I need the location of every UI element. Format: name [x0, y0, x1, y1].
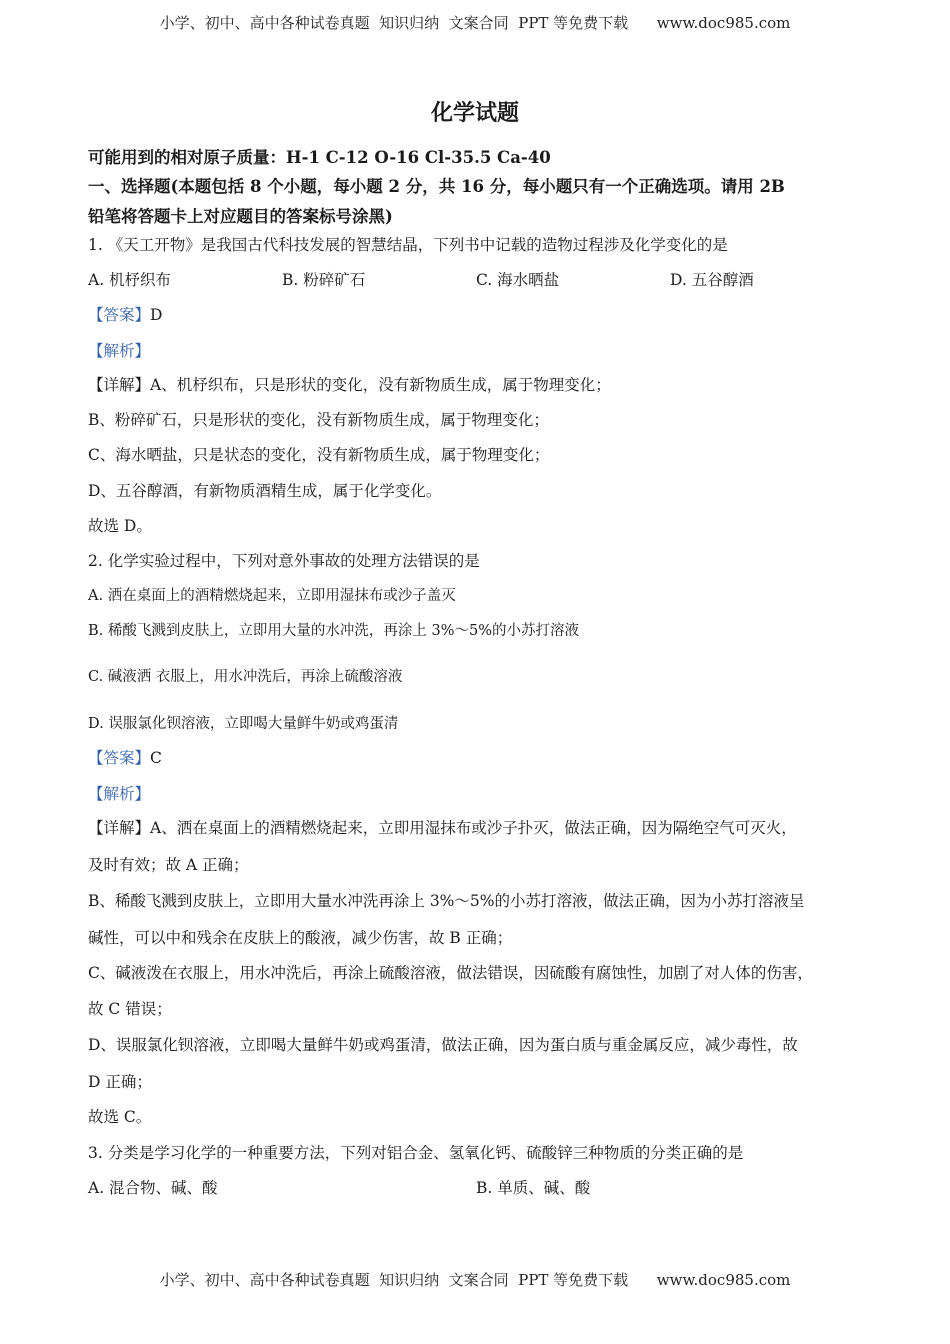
- q1-detail-a: A、机杼织布，只是形状的变化，没有新物质生成，属于物理变化；: [150, 376, 611, 394]
- q1-option-d: D. 五谷醇酒: [670, 271, 754, 289]
- q2-conclusion: 故选 C。: [88, 1108, 152, 1126]
- q2-stem: 2. 化学实验过程中，下列对意外事故的处理方法错误的是: [88, 552, 480, 570]
- q1-option-b: B. 粉碎矿石: [282, 271, 366, 289]
- q2-detail-d1: D、误服氯化钡溶液，立即喝大量鲜牛奶或鸡蛋清，做法正确，因为蛋白质与重金属反应，减少毒性，故: [88, 1036, 798, 1054]
- q1-detail-d: D、五谷醇酒，有新物质酒精生成，属于化学变化。: [88, 482, 442, 500]
- section-heading-line2: 铅笔将答题卡上对应题目的答案标号涂黑): [88, 207, 393, 226]
- q2-detail-b2: 碱性，可以中和残余在皮肤上的酸液，减少伤害，故 B 正确；: [88, 929, 513, 947]
- q3-stem: 3. 分类是学习化学的一种重要方法，下列对铝合金、氢氧化钙、硫酸锌三种物质的分类正确的是: [88, 1144, 744, 1162]
- q2-detail-d2: D 正确；: [88, 1073, 152, 1091]
- q3-option-a: A. 混合物、碱、酸: [88, 1179, 218, 1197]
- q2-detail-a2: 及时有效；故 A 正确；: [88, 856, 249, 874]
- q2-option-a: A. 洒在桌面上的酒精燃烧起来，立即用湿抹布或沙子盖灭: [88, 588, 456, 604]
- q2-option-c: C. 碱液洒 衣服上，用水冲洗后，再涂上硫酸溶液: [88, 669, 403, 685]
- q2-detail-c2: 故 C 错误；: [88, 1000, 172, 1018]
- q1-answer-line: [88, 303, 162, 325]
- q1-stem: 1. 《天工开物》是我国古代科技发展的智慧结晶，下列书中记载的造物过程涉及化学变化的是: [88, 236, 728, 254]
- q2-analysis-tag: 【解析】: [88, 785, 151, 803]
- q1-conclusion: 故选 D。: [88, 517, 152, 535]
- detail-tag: 【详解】: [88, 376, 151, 394]
- q2-answer: C: [150, 749, 162, 767]
- q1-analysis-tag: 【解析】: [88, 342, 151, 360]
- answer-tag: 【答案】: [88, 749, 151, 767]
- q1-answer: D: [150, 306, 163, 324]
- section-heading-line1: 一、选择题(本题包括 8 个小题，每小题 2 分，共 16 分，每小题只有一个正确选项。请用 2B: [88, 177, 785, 196]
- answer-tag: 【答案】: [88, 306, 151, 324]
- q2-detail-a1: A、洒在桌面上的酒精燃烧起来，立即用湿抹布或沙子扑灭，做法正确，因为隔绝空气可灭火，: [150, 819, 797, 837]
- atomic-mass-line: 可能用到的相对原子质量：H-1 C-12 O-16 Cl-35.5 Ca-40: [88, 148, 551, 167]
- q3-option-b: B. 单质、碱、酸: [476, 1179, 591, 1197]
- q2-detail-b1: B、稀酸飞溅到皮肤上，立即用大量水冲洗再涂上 3%～5%的小苏打溶液，做法正确，因为小苏打溶液呈: [88, 892, 805, 910]
- q1-option-a: A. 机杼织布: [88, 271, 172, 289]
- q1-detail-c: C、海水晒盐，只是状态的变化，没有新物质生成，属于物理变化；: [88, 446, 550, 464]
- q2-option-b: B. 稀酸飞溅到皮肤上，立即用大量的水冲洗，再涂上 3%～5%的小苏打溶液: [88, 623, 579, 639]
- q1-option-c: C. 海水晒盐: [476, 271, 560, 289]
- page-title: 化学试题: [430, 100, 519, 126]
- q2-answer-line: [88, 746, 162, 768]
- q1-detail-line: [88, 373, 611, 395]
- q2-detail-line: [88, 816, 797, 838]
- q2-detail-c1: C、碱液泼在衣服上，用水冲洗后，再涂上硫酸溶液，做法错误，因硫酸有腐蚀性，加剧了对人体的伤害，: [88, 964, 813, 982]
- page-footer: 小学、初中、高中各种试卷真题 知识归纳 文案合同 PPT 等免费下载 www.doc985.com: [159, 1271, 791, 1289]
- page-header: 小学、初中、高中各种试卷真题 知识归纳 文案合同 PPT 等免费下载 www.doc985.com: [159, 14, 791, 32]
- q2-option-d: D. 误服氯化钡溶液，立即喝大量鲜牛奶或鸡蛋清: [88, 716, 399, 732]
- detail-tag: 【详解】: [88, 819, 151, 837]
- q1-detail-b: B、粉碎矿石，只是形状的变化，没有新物质生成，属于物理变化；: [88, 411, 549, 429]
